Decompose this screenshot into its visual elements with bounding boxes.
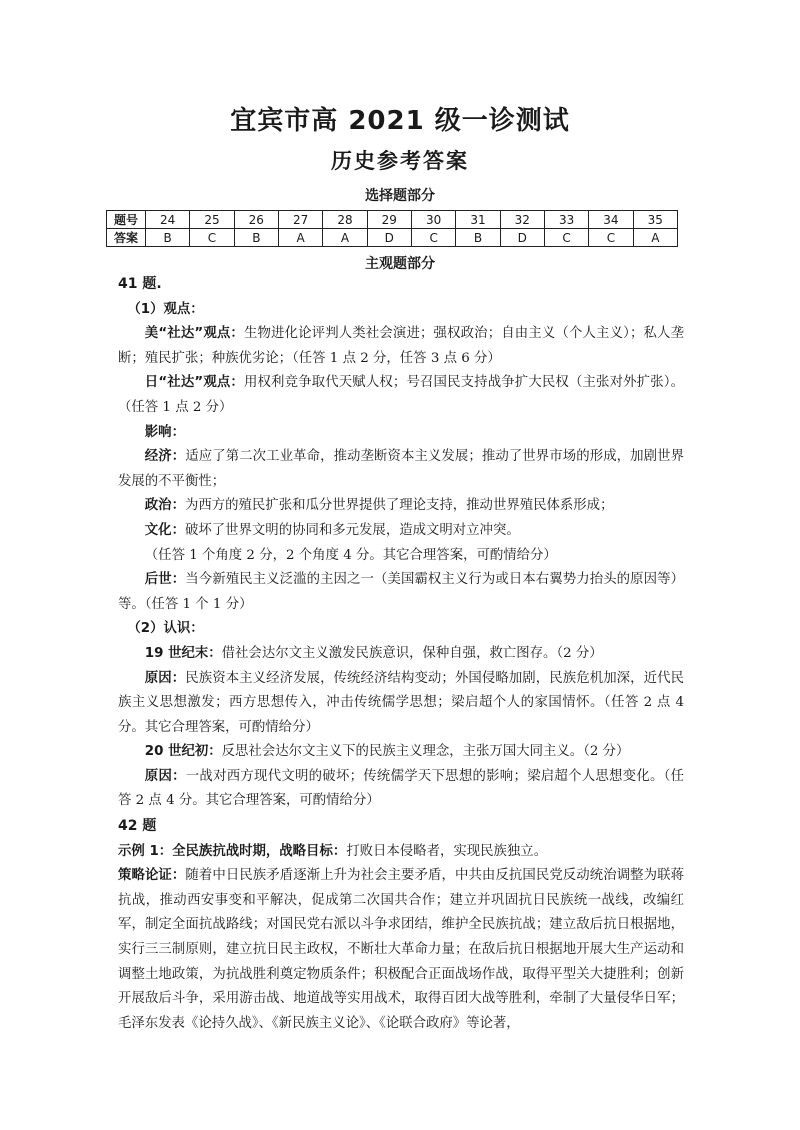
question-number: 27 [278,211,322,229]
question-number-row [107,211,678,229]
score-note: （任答 1 个角度 2 分，2 个角度 4 分。其它合理答案，可酌情给分） [144,547,557,563]
document-title: 宜宾市高 2021 级一诊测试 [230,106,570,136]
answer-cell: C [190,229,234,247]
q42-heading: 42 题 [118,818,157,835]
answer-cell: B [456,229,500,247]
reason-19th-century: 原因：民族资本主义经济发展，传统经济结构变动；外国侵略加剧，民族危机加深，近代民族主义思想激发；西方思想传入，冲击传统儒学思想；梁启超个人的家国情怀。（任答 2 点 4 分。其它合理答案，可酌情给分） [118,670,685,735]
answer-cell: D [500,229,544,247]
answer-table [106,210,678,247]
jp-viewpoint: 日“社达”观点：用权利竞争取代天赋人权；号召国民支持战争扩大民权（主张对外扩张）。（任答 1 点 2 分） [118,375,684,415]
influence-politics: 政治：为西方的殖民扩张和瓜分世界提供了理论支持，推动世界殖民体系形成； [144,498,614,514]
question-number: 30 [411,211,455,229]
document-subtitle: 历史参考答案 [331,149,469,173]
answer-cell: C [544,229,588,247]
question-number: 26 [234,211,278,229]
row-label-answer: 答案 [107,229,146,247]
influence-economy: 经济：适应了第二次工业革命，推动垄断资本主义发展；推动了世界市场的形成，加剧世界发展的不平衡性； [118,449,685,489]
question-number: 31 [456,211,500,229]
answer-cell: A [633,229,677,247]
question-number: 35 [633,211,677,229]
question-number: 28 [323,211,367,229]
q41-part1-heading: （1）观点： [127,301,204,317]
row-label-number: 题号 [107,211,146,229]
answer-cell: D [367,229,411,247]
answer-cell: C [589,229,633,247]
question-number: 25 [190,211,234,229]
subjective-section-title: 主观题部分 [365,256,435,272]
answer-cell: A [323,229,367,247]
question-number: 33 [544,211,588,229]
q41-heading: 41 题. [118,276,162,292]
q42-example: 示例 1：全民族抗战时期，战略目标：打败日本侵略者，实现民族独立。 [118,843,548,859]
influence-later: 后世：当今新殖民主义泛滥的主因之一（美国霸权主义行为或日本右翼势力抬头的原因等）等。（任答 1 个 1 分） [118,572,685,612]
us-viewpoint: 美“社达”观点：生物进化论评判人类社会演进；强权政治；自由主义（个人主义）；私人垄断；殖民扩张；种族优劣论；（任答 1 点 2 分，任答 3 点 6 分） [118,326,684,366]
q41-part2-heading: （2）认识： [127,621,204,637]
question-number: 32 [500,211,544,229]
q42-strategy: 策略论证：随着中日民族矛盾逐渐上升为社会主要矛盾，中共由反抗国民党反动统治调整为联蒋抗战，推动西安事变和平解决，促成第二次国共合作；建立并巩固抗日民族统一战线，改编红军，制定全面抗战路线；对国民党右派以斗争求团结，维护全民族抗战；建立敌后抗日根据地，实行三三制原则，建立抗日民主政权，不断壮大革命力量；在敌后抗日根据地开展大生产运动和调整土地政策，为抗战胜利奠定物质条件；积极配合正面战场作战，取得平型关大捷胜利；创新开展敌后斗争，采用游击战、地道战等实用战术，取得百团大战等胜利，牵制了大量侵华日军；毛泽东发表《论持久战》、《新民族主义论》、《论联合政府》等论著， [118,868,685,1031]
choice-section-title: 选择题部分 [365,188,435,204]
answer-cell: B [146,229,190,247]
question-number: 34 [589,211,633,229]
reason-20th-century: 原因：一战对西方现代文明的破坏；传统儒学天下思想的影响；梁启超个人思想变化。（任答 2 点 4 分。其它合理答案，可酌情给分） [118,768,684,809]
subjective-answers [118,272,684,1036]
answer-cell: C [411,229,455,247]
question-number: 29 [367,211,411,229]
answer-cell: B [234,229,278,247]
influence-heading: 影响： [144,424,185,440]
influence-culture: 文化：破坏了世界文明的协同和多元发展，造成文明对立冲突。 [144,522,520,538]
answer-row [107,229,678,247]
view-19th-century: 19 世纪末：借社会达尔文主义激发民族意识，保种自强，救亡图存。（2 分） [144,645,603,661]
question-number: 24 [146,211,190,229]
view-20th-century: 20 世纪初：反思社会达尔文主义下的民族主义理念，主张万国大同主义。（2 分） [144,744,630,760]
answer-cell: A [278,229,322,247]
